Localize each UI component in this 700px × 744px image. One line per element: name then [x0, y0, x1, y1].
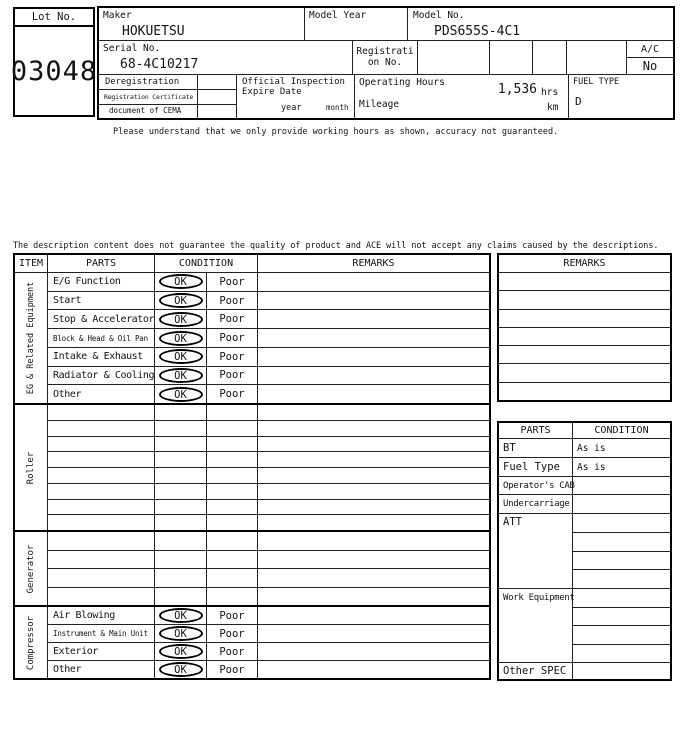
condition-empty-row: [573, 626, 670, 645]
registration-no-label-line1: Registrati: [356, 46, 414, 57]
column-header-remarks: REMARKS: [352, 258, 395, 269]
description-disclaimer: The description content does not guarantee the quality of product and ACE will not accept any claims caused by the descriptions.: [13, 240, 659, 250]
cema-document-checkbox: [198, 105, 237, 118]
empty-row: [48, 468, 489, 484]
section-rows: [48, 607, 489, 678]
spec-part-label: Work Equipment: [499, 589, 573, 662]
spec-part-label: Fuel Type: [499, 458, 573, 476]
spec-part-label: BT: [499, 439, 573, 457]
remarks-cell: [258, 348, 489, 366]
hours-mileage-cell: [355, 75, 569, 118]
spec-row: [499, 458, 670, 477]
poor-option: Poor: [207, 385, 258, 403]
poor-option: Poor: [207, 625, 258, 642]
registration-no-cell: [353, 41, 418, 74]
operating-hours-unit: hrs: [541, 87, 559, 98]
empty-row: [48, 551, 489, 570]
cema-document-label: document of CEMA: [99, 105, 198, 118]
spec-part-label: Other SPEC: [499, 663, 573, 679]
spec-condition-value: [573, 663, 670, 679]
remarks-empty-row: [499, 310, 670, 328]
fuel-type-value: D: [575, 95, 582, 108]
column-header-parts: PARTS: [48, 255, 155, 272]
ok-option-circled: OK: [159, 331, 203, 346]
empty-row: [48, 437, 489, 453]
section-label-cell: [15, 405, 48, 530]
section-name-eg: EG & Related Equipment: [26, 281, 36, 395]
deregistration-row: [99, 75, 237, 90]
condition-empty-row: [573, 608, 670, 627]
part-label: Radiator & Cooling: [53, 369, 155, 381]
spec-header-parts: PARTS: [499, 423, 573, 438]
poor-option: Poor: [207, 292, 258, 310]
section-generator: [15, 532, 489, 607]
remarks-cell: [258, 625, 489, 642]
spec-condition-value: [573, 495, 670, 513]
att-condition-rows: [573, 514, 670, 588]
part-label: Other: [53, 664, 82, 675]
model-no-cell: [408, 8, 673, 40]
empty-row: [48, 588, 489, 606]
spec-row: [499, 663, 670, 679]
remarks-cell: [258, 661, 489, 678]
registration-certificate-checkbox: [198, 90, 237, 104]
empty-row: [48, 452, 489, 468]
header-row-3: [99, 75, 673, 118]
section-label-cell: [15, 273, 48, 403]
section-label-cell: [15, 607, 48, 678]
remarks-cell: [258, 273, 489, 291]
part-label: Exterior: [53, 646, 98, 657]
condition-empty-row: [573, 552, 670, 571]
remarks-empty-row: [499, 273, 670, 291]
column-header-condition: CONDITION: [155, 255, 258, 272]
parts-row: [48, 273, 489, 292]
operating-hours-label: Operating Hours: [359, 77, 445, 88]
spec-condition-table: [497, 421, 672, 681]
poor-option: Poor: [207, 348, 258, 366]
inspection-expire-cell: [237, 75, 355, 118]
remarks-empty-row: [499, 383, 670, 400]
parts-row: [48, 607, 489, 625]
mileage-unit: km: [547, 102, 559, 113]
documents-block: [99, 75, 237, 118]
lot-number-label: Lot No.: [15, 9, 93, 27]
year-label: year: [281, 103, 302, 113]
maker-value: HOKUETSU: [122, 24, 185, 39]
remarks-cell: [258, 385, 489, 403]
ac-cell: [627, 41, 673, 74]
working-hours-notice: Please understand that we only provide working hours as shown, accuracy not guaranteed.: [113, 127, 559, 137]
spec-part-label: Operator's CAB: [499, 477, 573, 494]
spec-condition-value: As is: [577, 461, 606, 473]
spec-table-header: [499, 423, 670, 439]
part-label: Stop & Accelerator: [53, 313, 155, 325]
condition-empty-row: [573, 514, 670, 533]
remarks-cell: [258, 607, 489, 624]
maker-label: Maker: [103, 10, 132, 21]
empty-row: [48, 405, 489, 421]
operating-hours-value: 1,536: [497, 82, 537, 97]
remarks-cell: [258, 329, 489, 347]
model-year-cell: [305, 8, 408, 40]
spec-row-att-block: [499, 514, 670, 589]
section-label-cell: [15, 532, 48, 605]
serial-no-value: 68-4C10217: [120, 57, 199, 72]
cema-document-row: [99, 105, 237, 118]
remarks-table: [497, 253, 672, 402]
parts-row: [48, 329, 489, 348]
condition-empty-row: [573, 570, 670, 588]
spec-row: [499, 495, 670, 514]
part-label: Instrument & Main Unit: [53, 629, 148, 638]
ok-option-circled: OK: [159, 387, 203, 402]
parts-row: [48, 385, 489, 403]
parts-row: [48, 367, 489, 386]
ok-option-circled: OK: [159, 349, 203, 364]
remarks-cell: [258, 310, 489, 328]
registration-certificate-label: Registration Certificate: [99, 90, 198, 104]
part-label: Other: [53, 388, 82, 400]
section-rows: [48, 273, 489, 403]
section-eg-related-equipment: [15, 273, 489, 405]
month-label: month: [326, 103, 349, 112]
poor-option: Poor: [207, 607, 258, 624]
parts-row: [48, 643, 489, 661]
spec-row-work-equipment-block: [499, 589, 670, 663]
parts-row: [48, 292, 489, 311]
inspection-table: [13, 253, 491, 680]
ok-option-circled: OK: [159, 293, 203, 308]
ok-option-circled: OK: [159, 608, 203, 623]
fuel-type-label: FUEL TYPE: [573, 77, 620, 87]
work-equipment-condition-rows: [573, 589, 670, 662]
header-row-1: [99, 8, 673, 41]
section-name-roller: Roller: [26, 451, 36, 484]
ok-option-circled: OK: [159, 626, 203, 641]
remarks-cell: [258, 292, 489, 310]
remarks-cell: [258, 643, 489, 660]
model-no-value: PDS655S-4C1: [434, 24, 521, 39]
machine-info-table: [97, 6, 675, 120]
model-year-label: Model Year: [309, 10, 367, 21]
section-roller: [15, 405, 489, 532]
model-no-label: Model No.: [413, 10, 465, 21]
part-label: E/G Function: [53, 276, 121, 288]
lot-number-box: [10, 7, 98, 117]
empty-row: [48, 484, 489, 500]
spec-condition-value: [573, 477, 670, 494]
remarks-empty-row: [499, 364, 670, 382]
ac-label: A/C: [627, 41, 673, 58]
condition-empty-row: [573, 589, 670, 608]
registration-no-field-4: [567, 41, 627, 74]
ac-value: No: [642, 59, 658, 73]
poor-option: Poor: [207, 661, 258, 678]
empty-row: [48, 421, 489, 437]
mileage-label: Mileage: [359, 99, 400, 110]
spec-condition-value: As is: [577, 442, 606, 454]
empty-row: [48, 532, 489, 551]
poor-option: Poor: [207, 367, 258, 385]
inspection-label-line1: Official Inspection: [242, 77, 345, 87]
poor-option: Poor: [207, 273, 258, 291]
lot-number-value: 03048: [10, 55, 98, 87]
poor-option: Poor: [207, 310, 258, 328]
ok-option-circled: OK: [159, 644, 203, 659]
spec-header-condition: CONDITION: [594, 425, 649, 436]
section-rows: [48, 532, 489, 605]
section-name-compressor: Compressor: [26, 615, 36, 670]
spec-part-label: Undercarriage: [499, 495, 573, 513]
part-label: Intake & Exhaust: [53, 351, 143, 363]
section-compressor: [15, 607, 489, 678]
part-label: Air Blowing: [53, 610, 115, 621]
spec-part-label: ATT: [499, 514, 573, 588]
fuel-type-cell: [569, 75, 673, 118]
parts-row: [48, 310, 489, 329]
empty-row: [48, 500, 489, 516]
spec-row: [499, 477, 670, 495]
deregistration-checkbox: [198, 75, 237, 89]
remarks-table-header: REMARKS: [499, 255, 670, 273]
header-row-2: [99, 41, 673, 75]
empty-row: [48, 569, 489, 588]
condition-empty-row: [573, 645, 670, 663]
section-rows: [48, 405, 489, 530]
condition-empty-row: [573, 533, 670, 552]
registration-certificate-row: [99, 90, 237, 105]
part-label: Block & Head & Oil Pan: [53, 333, 148, 343]
section-name-generator: Generator: [26, 544, 36, 593]
parts-row: [48, 348, 489, 367]
remarks-empty-row: [499, 328, 670, 346]
spec-row: [499, 439, 670, 458]
empty-row: [48, 515, 489, 530]
poor-option: Poor: [207, 329, 258, 347]
registration-no-field-1: [418, 41, 490, 74]
maker-cell: [99, 8, 305, 40]
remarks-empty-row: [499, 346, 670, 364]
registration-no-field-3: [533, 41, 567, 74]
serial-no-cell: [99, 41, 353, 74]
deregistration-label: Deregistration: [99, 75, 198, 89]
remarks-cell: [258, 367, 489, 385]
column-header-item: ITEM: [15, 255, 48, 272]
inspection-label-line2: Expire Date: [242, 87, 302, 97]
ok-option-circled: OK: [159, 368, 203, 383]
ok-option-circled: OK: [159, 662, 203, 677]
parts-row: [48, 661, 489, 678]
registration-no-label-line2: on No.: [367, 57, 403, 68]
parts-row: [48, 625, 489, 643]
serial-no-label: Serial No.: [103, 43, 161, 54]
inspection-table-header: [15, 255, 489, 273]
part-label: Start: [53, 295, 82, 307]
registration-no-field-2: [490, 41, 533, 74]
ok-option-circled: OK: [159, 312, 203, 327]
ok-option-circled: OK: [159, 274, 203, 289]
poor-option: Poor: [207, 643, 258, 660]
remarks-empty-row: [499, 291, 670, 309]
